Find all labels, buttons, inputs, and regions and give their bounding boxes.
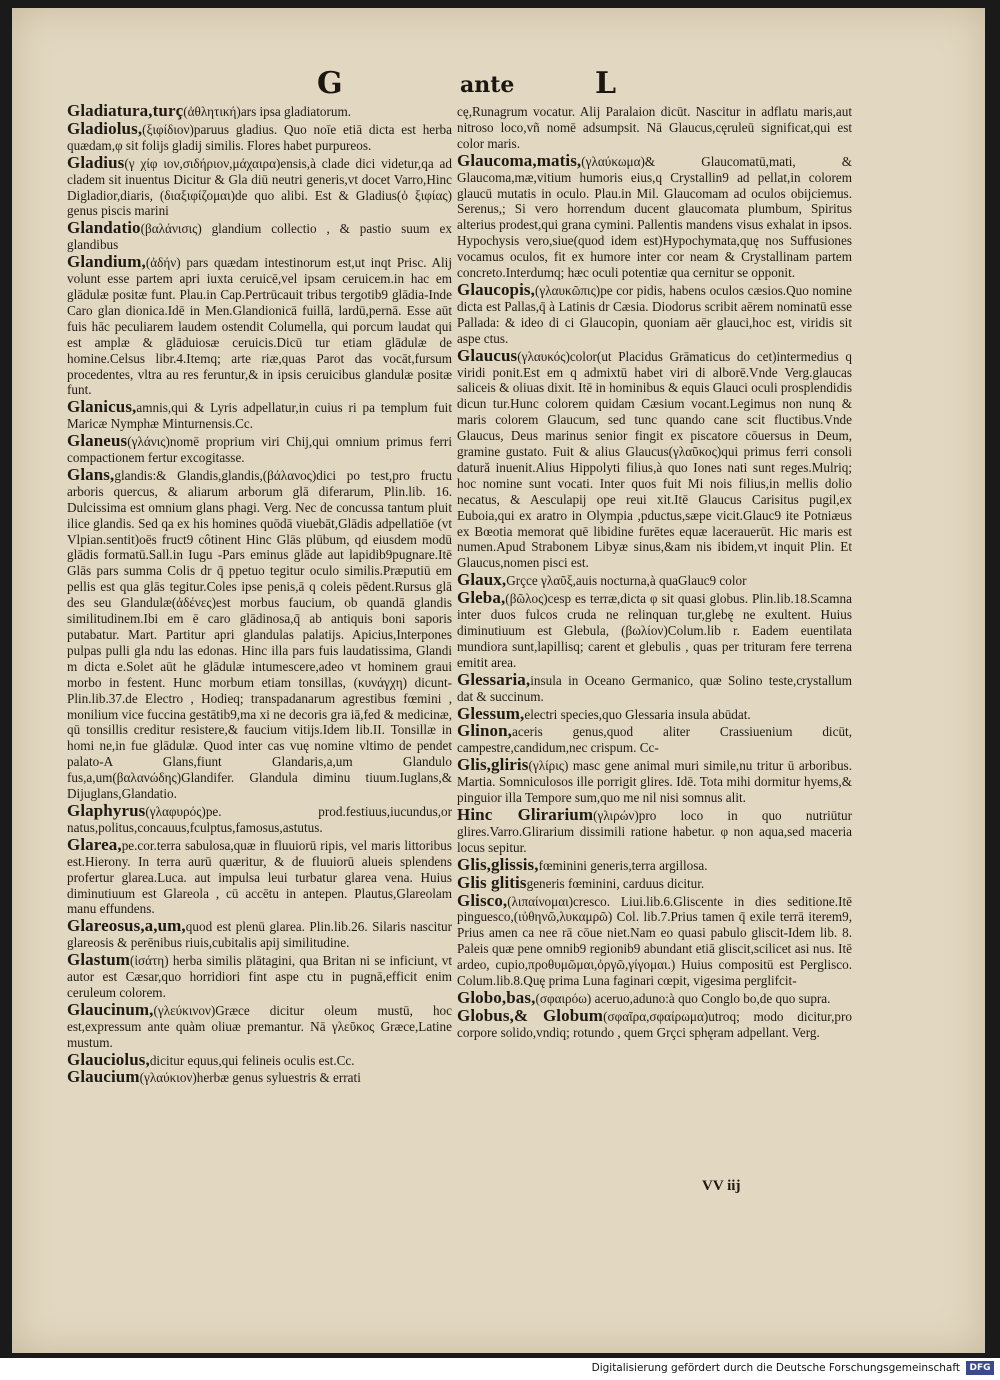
scanned-page bbox=[12, 8, 985, 1353]
entry-definition: (γλεύκινον)Græce dicitur oleum mustū, hoc est,expressum ante quàm oliuæ premantur. Nā γλεῦκος Græce,Latine mustum. bbox=[67, 1002, 452, 1050]
dictionary-entry bbox=[457, 345, 852, 572]
dictionary-entry bbox=[457, 757, 852, 806]
entry-definition: (γλίρις) masc gene animal muri simile,nu tritur ū arboribus. Martia. Somniculosos ille porrigit glires. Idē. Tota mihi dormitur hyems,& pinguior illa Tempore sum,quo me nil nisi somnus alit. bbox=[457, 758, 852, 806]
entry-definition: pe.cor.terra sabulosa,quæ in fluuiorū ripis, vel maris littoribus est.Hierony. In terra aurū quæritur, & de fluuiorū alueis splendens profertur glarea.Luca. aut impulsa leui turbatur glarea vena. Huius diminutiuum est Glareola , cū accētu in antepen. Plautus,Glareolam manu effundens. bbox=[67, 837, 452, 917]
dictionary-entry bbox=[67, 834, 452, 918]
dictionary-entry bbox=[67, 999, 452, 1051]
dictionary-entry bbox=[457, 872, 852, 892]
entry-headword: Glaucus bbox=[457, 345, 518, 365]
entry-definition: (ἰσάτη) herba similis plātagini, qua Britan ni se inficiunt, vt autor est Cæsar,quo horridiori fint aspe ctu in pugnā,efficit enim ceruleum colorem. bbox=[67, 953, 452, 1000]
entry-headword: Glaphyrus bbox=[67, 800, 146, 820]
dfg-logo-icon: DFG bbox=[966, 1361, 994, 1375]
entry-definition: (γλαύκωμα)& Glaucomatū,mati, & Glaucoma,mæ,vitium humoris eius,q Crystallin9 ad pellat,in colorem glaucū mutatis in oculo. Plau.in Mil. Glaucomam ad oculos obijciemus. Serenus,; Si vero horrendum ducent glaucomata plumbum, Spiritus alterius prodest,qui grana cymini. Pallentis mandens visus exhalat in ipsos. Hypochysis vero,siue(quod idem est)Hypochymata,quę nos Suffusiones vocamus oculos, fit ex humore inter cor neam & Crystallinam partem concreto.Interdumq; hæc oculi potentiæ qua cernitur se opponit. bbox=[457, 153, 852, 281]
entry-headword: Glandium, bbox=[67, 252, 146, 272]
entry-headword: Glis glitis bbox=[457, 872, 527, 892]
entry-definition: (γλαύκιον)herbæ genus syluestris & errati bbox=[139, 1070, 361, 1086]
entry-headword: Glaucium bbox=[67, 1067, 140, 1087]
header-left-letter: G bbox=[317, 66, 343, 101]
dictionary-entry bbox=[457, 669, 852, 705]
entry-definition: (σφαιρόω) aceruo,aduno:à quo Conglo bo,de quo supra. bbox=[535, 990, 831, 1006]
entry-headword: Gladius bbox=[67, 152, 125, 172]
entry-headword: Glastum bbox=[67, 950, 131, 970]
entry-definition: (γλάνις)nomē proprium viri Chij,qui omnium primus ferri compactionem fertur excogitasse. bbox=[67, 434, 452, 466]
dictionary-entry bbox=[67, 399, 452, 432]
dictionary-entry bbox=[457, 703, 852, 723]
entry-definition: (γλαφυρός)pe. prod.festiuus,iucundus,or natus,politus,concauus,fculptus,famosus,astutus. bbox=[67, 803, 452, 835]
left-column bbox=[67, 103, 452, 1087]
dictionary-entry bbox=[457, 804, 852, 856]
entry-definition: Grçce γλαῦξ,auis nocturna,à quaGlauc9 color bbox=[506, 573, 747, 589]
dictionary-entry bbox=[67, 118, 452, 154]
dictionary-entry bbox=[67, 433, 452, 466]
dictionary-entry bbox=[457, 1005, 852, 1041]
dictionary-entry bbox=[67, 464, 452, 802]
entry-headword: Glandatio bbox=[67, 218, 141, 238]
entry-definition: glandis:& Glandis,glandis,(βάλανος)dici po test,pro fructu arboris quercus, & aliarum arborum glā diferarum, Plin.lib. 16. Dulcissima est omnium glans phagi. Verg. Nec de concussa tantum pluit ilice glandis. Sed qa ex his homines quōdā viuebāt,Glādis adpellatiōe (vt Vlpian.sentit)oēs fruct9 côtinent Hinc Glās plūbum, qd eiusdem modū glādis formatū.Sall.in Iugu -Pars eminus glāde aut lapidib9pugnare.Itē Glās pars summa Colis dr q̄ ppetuo tegitur oculo similis.Præputiū em pellis est qua glās tegitur.Coles ipse penis,ā q coleis pēdent.Rursus glā des seu Glandulæ(ἀδένες)est morbus faucium, ob quandā glandis similitudinem.Ibi em ē caro glādinosa,q̄ ab antiquis boni saporis putabatur. Mart. Partitur apri glandulas palatijs. Apicius,Interpones pulpas pulli gla ndu las edonas. Hinc illa pars fuis laudatissima, Glandi m dicta e.Solet aūt he glādulæ intumescere,adeo vt hominem graui morbo in festent. Hunc morbum etiam tonsillas, (κυνάγχη) dicunt-Plin.lib.37.de Electro , Hodieq; transpadanarum agrestibus fœmini , monilium vice fuccina gestātib9,ma xi ne decoris gra iā,fed & medicinæ, qū tonsillis creditur resistere,& faucium vitijs.Idem lib.II. Tonsillæ in homi ne,in fue glādulæ. Quod inter cas vuę nomine vltimo de pendet palato-A Glans,fiunt Glandaris,a,um Glandulo fus,a,um(βαλανώδης)Glandifer. Glandula diminu tiuum.Iuglans,& Dijuglans,Glandatio. bbox=[67, 467, 452, 802]
entry-headword: Glanicus, bbox=[67, 397, 137, 417]
entry-definition: quod est plenū glarea. Plin.lib.26. Silaris nascitur glareosis & perēnibus riuis,cubitalis apij similitudine. bbox=[67, 919, 452, 951]
entry-definition: (γλαυκῶπις)pe cor pidis, habens oculos cæsios.Quo nomine dicta est Pallas,q̄ à Latinis dr Cæsia. Diodorus scribit aērem nominatū esse Pallada: & ideo di ci Glaucopin, quoniam aēr glauci,hoc est, viridis sit aspe ctus. bbox=[457, 282, 852, 346]
entry-headword: Hinc Glirarium bbox=[457, 804, 594, 824]
dictionary-entry bbox=[457, 723, 852, 756]
right-column bbox=[457, 103, 852, 1042]
dictionary-entry bbox=[457, 854, 852, 874]
entry-headword: Gladiolus, bbox=[67, 118, 143, 138]
dictionary-entry bbox=[67, 152, 452, 220]
entry-headword: Glisco, bbox=[457, 890, 508, 910]
dictionary-entry bbox=[457, 590, 852, 671]
entry-headword: Glaux, bbox=[457, 570, 507, 590]
entry-definition: (γ χίφ ιον,σιδήριον,μάχαιρα)ensis,à clade dici videtur,qa ad cladem sit inuentus Dicitur & Gla diū neutri generis,vt docet Varro,Hinc Digladior,diaris, (διαξιφίζομαι)de quo alibi. Est & Gladius(ὁ ξιφίας) genus piscis marini bbox=[67, 155, 452, 219]
entry-definition: amnis,qui & Lyris adpellatur,in cuius ri pa templum fuit Maricæ Nymphæ Minturnensis.Cc. bbox=[67, 400, 452, 432]
running-header bbox=[12, 66, 985, 106]
dictionary-entry bbox=[67, 1049, 452, 1069]
signature-mark: VV iij bbox=[702, 1178, 741, 1194]
dictionary-entry bbox=[457, 987, 852, 1007]
entry-definition: insula in Oceano Germanico, quæ Solino teste,crystallum dat & succinum. bbox=[457, 672, 852, 704]
entry-definition: (βαλάνισις) glandium collectio , & pastio suum ex glandibus bbox=[67, 221, 452, 253]
dictionary-entry bbox=[457, 103, 852, 152]
header-right-letter: L bbox=[595, 66, 617, 101]
dictionary-entry bbox=[67, 1069, 452, 1086]
entry-definition: electri species,quo Glessaria insula abūdat. bbox=[524, 706, 751, 722]
entry-definition: (ξιφίδιον)paruus gladius. Quo noīe etiā dicta est herba quædam,φ sit folijs gladij similis. Flores habet purpureos. bbox=[67, 121, 452, 153]
entry-definition: (λιπαίνομαι)cresco. Liui.lib.6.Gliscente in dies seditione.Itē pinguesco,(ιὐθηνῶ,λυκαμρῶ) Col. lib.7.Prius tamen q̄ exile terrā iterem9, Prius amen ca nee rā cōue niet.Nam eo quasi pabulo gliscit-Idem lib. 8. Paleis quæ pene omnib9 regionib9 abundant etiā gliscit,scilicet asi nus. Itē ardeo, cupio,προθυμῶμαι,ὀργῶ,γίγομαι.) Huius compositū est Perglisco. Colum.lib.8.Quę prima Luna faginari cœpit, vigesima perglifcit- bbox=[457, 893, 852, 989]
entry-definition: (ἀδήν) pars quædam intestinorum est,ut inqt Prisc. Alij volunt esse partem apri iuxta ceruicē,vel ipsam ceruicem.in hac em glādulæ positæ funt. Plau.in Cap.Pertrūcauit tribus tergotib9 glādia-Inde Caro glan dionica.Idē in Men.Glandionicā fuillā, lardū,pernā. Esse aūt fuis hāc peculiarem laudem ostendit Columella, qui porcum laudat qui est amplæ & glāduiosæ ceruicis.Dicū tur etiam glādulæ de homine.Celsus libr.4.Itemq; arte riæ,quas Parot das vocāt,fursum procedentes, vltra au res feruntur,& in ipsis ceruicibus glandulæ positæ funt. bbox=[67, 255, 452, 398]
dictionary-entry bbox=[457, 572, 852, 589]
dictionary-entry bbox=[457, 279, 852, 347]
entry-headword: Glaneus bbox=[67, 431, 128, 451]
entry-headword: Gladiatura,turç bbox=[67, 101, 184, 120]
entry-headword: Glans, bbox=[67, 464, 115, 484]
entry-headword: Glarea, bbox=[67, 834, 122, 854]
entry-definition: cę,Runagrum vocatur. Alij Paralaion dicūt. Nascitur in adflatu maris,aut nitroso loco,vñ nomē adsumpsit. Nā Glaucus,cęruleū significat,qui est color maris. bbox=[457, 104, 852, 151]
dictionary-entry bbox=[67, 918, 452, 951]
entry-definition: dicitur equus,qui felineis oculis est.Cc. bbox=[149, 1052, 355, 1068]
entry-definition: (γλαυκός)color(ut Placidus Grāmaticus do cet)intermedius q viridi ponit.Est em q admixtū habet viri di alborē.Vnde Verg.glaucas saliceis & oliuas dixit. Itē in hominibus & equis Glauci oculi prosplendidis dicun tur.Hunc colorem quidam Cæsium vocant.Legimus non nunq & maris colorem Glaucum, sed tunc quando cane scit fluctibus.Vnde Glaucus, Deus marinus senior fingit ex piscatore cōuersus in Deum, gramine gustato. Fuit & alius Glaucus(γλαῦκος)qui primus ferri consoli datură inuenit.Alius Hippolyti filius,à quo Iones nati sunt reges.Mulriq; hoc nomine sunt vocati. Inter quos fuit Mi nois filius,in mellis dolio necatus, & Aesculapij ope reui xit.Itē Glaucus Carisitus pugil,ex Euboia,qui ex aratro in Olympia ,pductus,sæpe vicit.Glauc9 ite Potniæus ex Bœotia memorat quē libidine furētes equæ lacerauerūt. Hic maris est numen.Apud Strabonem Libyæ sinus,&am nis ibidem,vt inquit Plin. Et Glaucus,nomen pisci est. bbox=[457, 348, 852, 571]
entry-headword: Glis,glissis, bbox=[457, 854, 539, 874]
dictionary-entry bbox=[67, 800, 452, 836]
entry-headword: Globo,bas, bbox=[457, 987, 536, 1007]
entry-headword: Glaucopis, bbox=[457, 279, 535, 299]
entry-headword: Glareosus,a,um, bbox=[67, 916, 186, 936]
entry-definition: generis fœminini, carduus dicitur. bbox=[526, 875, 705, 891]
entry-headword: Glaucinum, bbox=[67, 999, 154, 1019]
entry-definition: (βῶλος)cesp es terræ,dicta φ sit quasi globus. Plin.lib.18.Scamna inter duos fulcos cruda ne relinquan tur,glebę ne exultent. Huius diminutiuum est Glebula, (βωλίον)Colum.lib r. Eadem euentilata mundiora sunt,lapillisq; carent et glebulis , quas per trituram fere terrena emitit area. bbox=[457, 591, 852, 670]
dictionary-entry bbox=[457, 150, 852, 281]
entry-headword: Globus,& Globum bbox=[457, 1005, 604, 1025]
dictionary-entry bbox=[67, 220, 452, 253]
entry-headword: Gleba, bbox=[457, 588, 506, 608]
entry-headword: Glauciolus, bbox=[67, 1049, 150, 1069]
entry-headword: Glinon, bbox=[457, 721, 513, 741]
entry-headword: Glessum, bbox=[457, 703, 525, 723]
footer-bar bbox=[0, 1358, 1000, 1380]
entry-definition: (γλιρών)pro loco in quo nutriūtur glires.Varro.Glirarium dissimili ratione habetur. φ non aqua,sed maceria locus sepitur. bbox=[457, 807, 852, 855]
dictionary-entry bbox=[67, 103, 452, 120]
funding-notice: Digitalisierung gefördert durch die Deutsche Forschungsgemeinschaft bbox=[591, 1362, 960, 1374]
entry-headword: Glessaria, bbox=[457, 669, 531, 689]
dictionary-entry bbox=[67, 952, 452, 1001]
entry-headword: Glaucoma,matis, bbox=[457, 150, 582, 170]
dictionary-entry bbox=[457, 890, 852, 989]
header-center-word: ante bbox=[460, 72, 515, 98]
entry-headword: Glis,gliris bbox=[457, 755, 529, 775]
entry-definition: fœminini generis,terra argillosa. bbox=[538, 857, 708, 873]
entry-definition: (ἀθλητική)ars ipsa gladiatorum. bbox=[183, 104, 352, 119]
dictionary-entry bbox=[67, 254, 452, 398]
entry-definition: (σφαῖρα,σφαίρωμα)utroq; modo dicitur,pro corpore solido,vndiq; rotundo , quem Grçci sphęram adpellant. Verg. bbox=[457, 1008, 852, 1040]
entry-definition: aceris genus,quod aliter Crassiuenium dicūt, campestre,candidum,nec crispum. Cc- bbox=[457, 724, 852, 756]
